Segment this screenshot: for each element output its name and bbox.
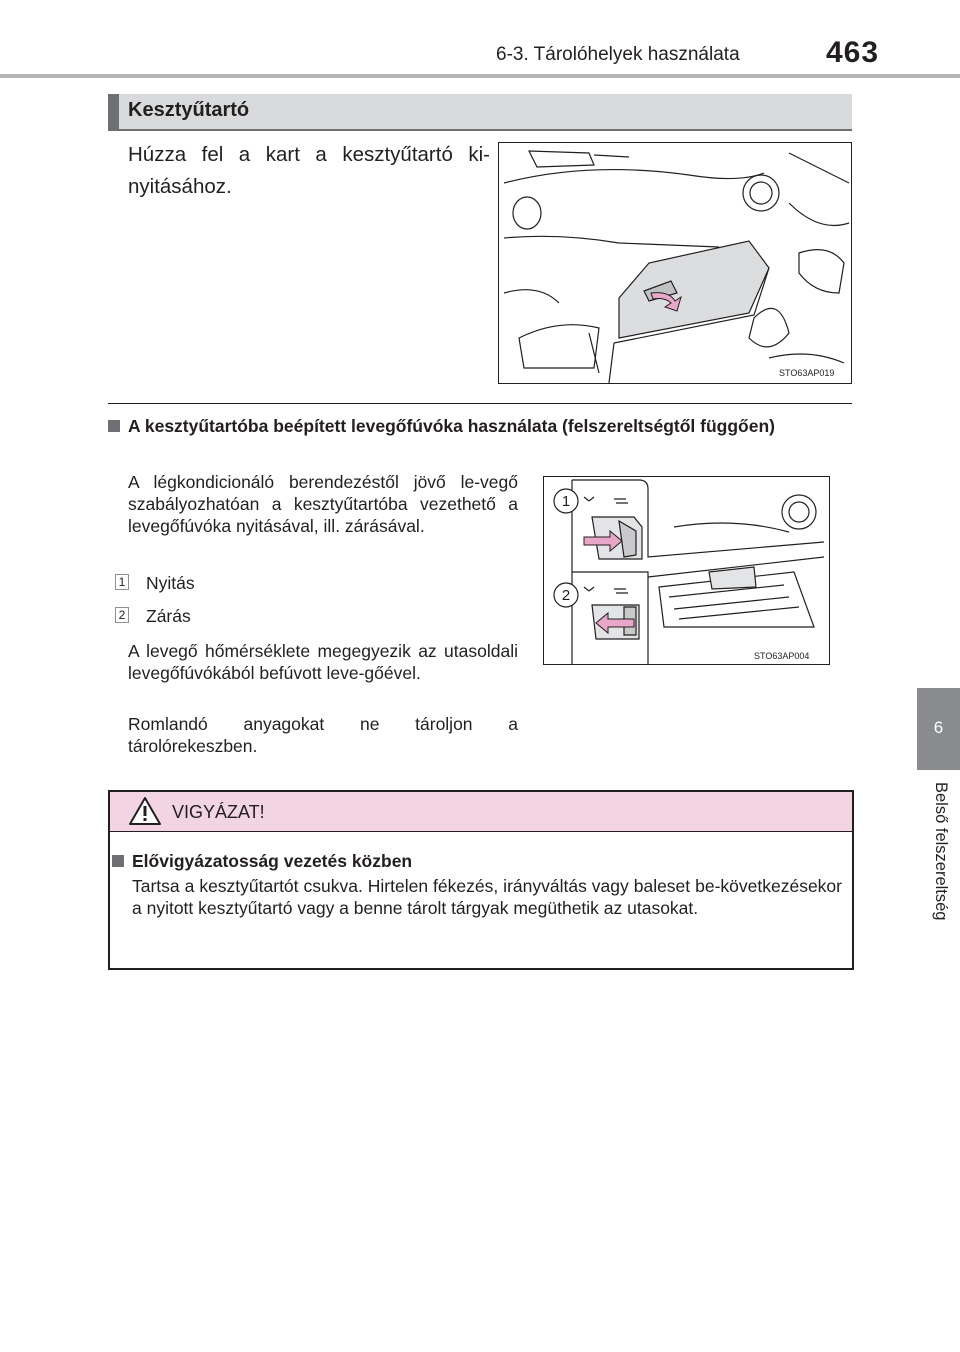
air-vent-drawing: [544, 477, 829, 664]
callout-2: 2: [561, 587, 571, 604]
bullet-square-icon: [112, 855, 124, 867]
glovebox-drawing: [499, 143, 851, 383]
item-number-2: 2: [115, 607, 129, 623]
caution-subheading: Elővigyázatosság vezetés közben: [112, 851, 412, 872]
chapter-tab: [917, 688, 960, 770]
caution-text: Tartsa a kesztyűtartót csukva. Hirtelen fékezés, irányváltás vagy baleset be-következésekor a nyitott kesztyűtartó vagy a benne tárolt tárgyak megüthetik az utasokat.: [132, 876, 842, 918]
paragraph-airflow: A légkondicionáló berendezéstől jövő le-vegő szabályozhatóan a kesztyűtartóba vezethető a levegőfúvóka nyitásával, ill. zárásával.: [128, 472, 518, 536]
item-number-1: 1: [115, 574, 129, 590]
bullet-square-icon: [108, 420, 120, 432]
air-vent-illustration: [543, 476, 830, 665]
page-number: 463: [826, 36, 880, 69]
chapter-number: 6: [933, 718, 944, 737]
intro-text: Húzza fel a kart a kesztyűtartó ki-nyitásához.: [128, 143, 490, 198]
subsection-heading: A kesztyűtartóba beépített levegőfúvóka használata (felszereltségtől függően): [108, 414, 852, 439]
section-heading-rule: [108, 129, 852, 131]
section-heading-accent: [108, 94, 119, 130]
item-label-close: Zárás: [146, 606, 191, 626]
glovebox-illustration: [498, 142, 852, 384]
callout-1: 1: [561, 493, 571, 510]
paragraph-perishables: Romlandó anyagokat ne tároljon a tárolórekeszben.: [128, 714, 518, 756]
warning-triangle-icon: [128, 796, 162, 826]
running-header-title: 6-3. Tárolóhelyek használata: [496, 44, 740, 65]
item-label-open: Nyitás: [146, 573, 195, 593]
chapter-label: Belső felszereltség: [932, 782, 950, 921]
header-rule: [0, 74, 960, 78]
figure2-code: STO63AP004: [754, 651, 810, 661]
paragraph-temperature: A levegő hőmérséklete megegyezik az utasoldali levegőfúvókából befúvott leve-gőével.: [128, 641, 518, 683]
figure1-code: STO63AP019: [779, 368, 835, 378]
caution-title: VIGYÁZAT!: [172, 802, 265, 822]
section-separator: [108, 403, 852, 404]
section-title: Kesztyűtartó: [128, 99, 250, 121]
